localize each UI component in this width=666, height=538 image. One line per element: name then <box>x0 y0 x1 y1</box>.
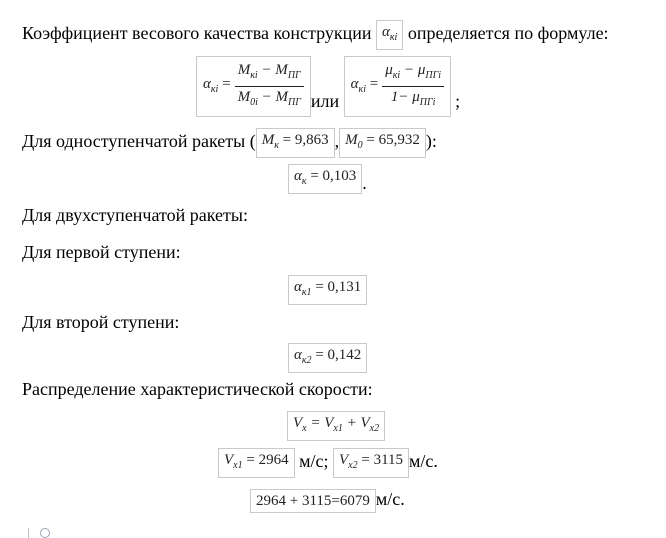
text: Для двухступенчатой ракеты: <box>22 205 249 225</box>
symbol: α <box>381 24 390 40</box>
subscript: ПГ <box>287 70 301 81</box>
unit: м/с; <box>299 451 329 472</box>
fraction <box>382 61 444 112</box>
formula-alpha-k1 <box>288 275 367 305</box>
value: = 9,863 <box>282 132 329 148</box>
numerator: μ <box>385 62 393 78</box>
paragraph-coefficient-definition <box>22 20 609 50</box>
unit: м/с. <box>409 451 438 472</box>
value: = 0,142 <box>315 347 362 363</box>
numerator: M <box>237 62 251 78</box>
value: = 3115 <box>361 452 404 468</box>
subscript: кi <box>392 70 401 81</box>
text: , <box>334 131 340 152</box>
symbol: α <box>294 168 302 184</box>
numerator-part: − μ <box>403 62 426 78</box>
symbol: M <box>261 132 275 148</box>
numerator-part: − M <box>261 62 288 78</box>
text: Для первой ступени: <box>22 242 181 262</box>
text: . <box>362 173 367 194</box>
subscript: 0 <box>357 140 363 151</box>
unit: м/с. <box>375 489 405 509</box>
formula-relative-ratio: $\alpha_{кi}$ = $\frac{\mu_{кi} - \mu_{ПГi}}{1- \mu_{ПГi}}$ <box>344 56 451 117</box>
inline-formula-alpha <box>376 20 403 50</box>
symbol: + V <box>346 415 370 431</box>
subscript: х2 <box>369 423 380 434</box>
subscript: ПГ <box>287 97 301 108</box>
value: = 0,103 <box>310 168 357 184</box>
value: = 65,932 <box>366 132 420 148</box>
paragraph-second-stage <box>22 311 179 333</box>
formula-m0 <box>339 128 426 158</box>
subscript: к <box>274 140 279 151</box>
symbol: V <box>338 452 349 468</box>
formula-mass-ratio: $\alpha_{кi}$ = $\frac{M_{кi} - M_{ПГ}}{M_{0i} - M_{ПГ}}$ <box>196 56 311 117</box>
subscript: ПГi <box>419 97 436 108</box>
formula-alpha-k-box <box>288 164 362 194</box>
text: ): <box>425 131 437 152</box>
formula-v2 <box>333 448 409 478</box>
subscript: кi <box>250 70 258 81</box>
symbol: α <box>294 279 302 295</box>
subscript: к <box>301 176 307 187</box>
bottom-strip <box>0 526 666 538</box>
text-or: или <box>310 90 340 111</box>
denominator: 1− μ <box>390 89 420 105</box>
formula-velocity-total <box>250 488 405 513</box>
formula-line <box>196 56 460 117</box>
paragraph-first-stage <box>22 241 181 263</box>
text: Распределение характеристической скорости: <box>22 379 373 399</box>
text: Коэффициент весового качества конструкции <box>22 23 372 44</box>
subscript: кi <box>210 83 219 95</box>
paragraph-single-stage <box>22 128 437 158</box>
subscript: х2 <box>348 460 358 471</box>
formula-velocity-sum <box>287 411 385 441</box>
subscript: х1 <box>233 460 243 471</box>
subscript: ПГi <box>425 70 442 81</box>
text-semicolon: ; <box>455 90 461 111</box>
subscript: кi <box>389 32 398 43</box>
denominator: M <box>237 89 251 105</box>
formula-alpha-k2 <box>288 343 367 373</box>
subscript: 0i <box>250 97 258 108</box>
formula-mk <box>256 128 335 158</box>
symbol: α <box>294 347 302 363</box>
symbol: α <box>203 75 211 92</box>
fraction <box>235 61 304 112</box>
symbol: V <box>293 415 303 431</box>
subscript: х <box>302 423 307 434</box>
symbol: M <box>345 132 358 148</box>
formula-velocity-sum-box <box>287 411 385 441</box>
divider <box>28 528 29 538</box>
denominator-part: − M <box>261 89 288 105</box>
symbol: V <box>224 452 234 468</box>
paragraph-two-stage <box>22 204 248 226</box>
symbol: α <box>350 75 359 92</box>
circle-icon <box>40 528 50 538</box>
formula-velocity-total-box <box>250 489 376 513</box>
symbol: = V <box>310 415 334 431</box>
text: Для одноступенчатой ракеты ( <box>22 131 256 152</box>
value: = 2964 <box>246 452 289 468</box>
paragraph-velocity-distribution <box>22 378 373 400</box>
value: 2964 + 3115=6079 <box>256 492 370 509</box>
text: Для второй ступени: <box>22 312 180 332</box>
formula-alpha-k <box>288 164 367 194</box>
subscript: к2 <box>301 355 312 366</box>
formula-alpha-k1-box <box>288 275 367 305</box>
formula-v1 <box>218 448 295 478</box>
text: определяется по формуле: <box>407 23 609 44</box>
subscript: кi <box>358 83 366 95</box>
subscript: х1 <box>333 423 343 434</box>
formula-velocity-values <box>218 448 438 478</box>
subscript: к1 <box>301 287 312 298</box>
formula-alpha-k2-box <box>288 343 367 373</box>
value: = 0,131 <box>315 279 362 295</box>
